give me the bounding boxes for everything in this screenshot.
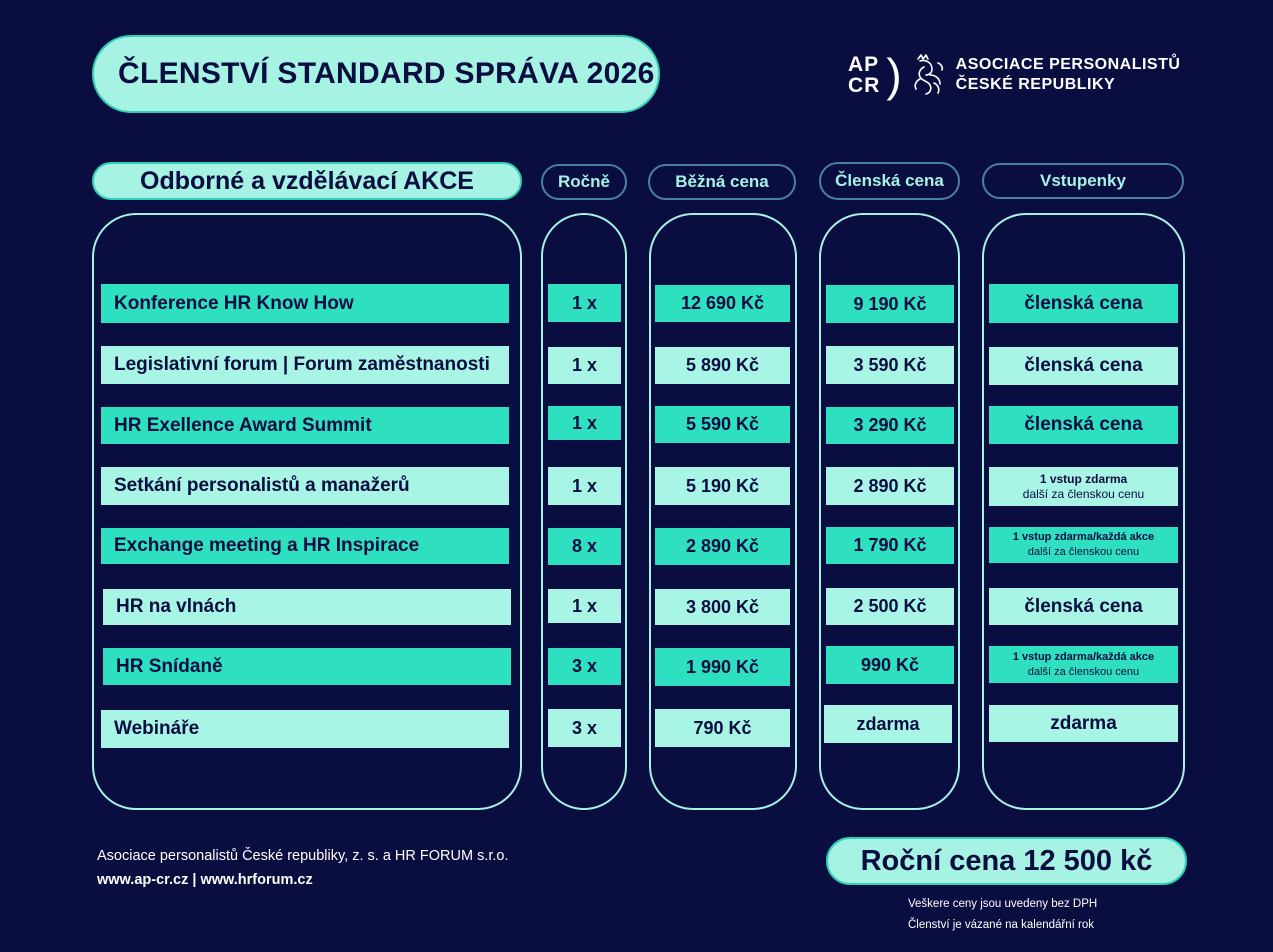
ticket-info: členská cena bbox=[989, 588, 1178, 625]
footer-organization: Asociace personalistů České republiky, z. s. a HR FORUM s.r.o. bbox=[97, 848, 509, 864]
member-price: 2 500 Kč bbox=[826, 588, 954, 625]
yearly-count: 1 x bbox=[548, 467, 621, 505]
member-price: 2 890 Kč bbox=[826, 467, 954, 505]
event-name: HR na vlnách bbox=[103, 589, 511, 625]
yearly-count: 8 x bbox=[548, 528, 621, 565]
page-title: ČLENSTVÍ STANDARD SPRÁVA 2026 bbox=[92, 35, 660, 113]
regular-price: 3 800 Kč bbox=[655, 589, 790, 625]
header-yearly: Ročně bbox=[541, 164, 627, 200]
yearly-count: 3 x bbox=[548, 709, 621, 747]
event-name: Legislativní forum | Forum zaměstnanosti bbox=[101, 346, 509, 384]
annual-price-badge: Roční cena 12 500 kč bbox=[826, 837, 1187, 885]
member-price: 3 290 Kč bbox=[826, 407, 954, 444]
header-events: Odborné a vzdělávací AKCE bbox=[92, 162, 522, 200]
member-price: 1 790 Kč bbox=[826, 527, 954, 564]
regular-price: 1 990 Kč bbox=[655, 648, 790, 686]
regular-price: 2 890 Kč bbox=[655, 528, 790, 565]
event-name: HR Snídaně bbox=[103, 648, 511, 685]
yearly-count: 1 x bbox=[548, 284, 621, 322]
event-name: HR Exellence Award Summit bbox=[101, 407, 509, 444]
event-name: Webináře bbox=[101, 710, 509, 748]
event-name: Exchange meeting a HR Inspirace bbox=[101, 528, 509, 564]
ticket-info bbox=[989, 527, 1178, 563]
event-name: Konference HR Know How bbox=[101, 284, 509, 323]
yearly-count: 1 x bbox=[548, 347, 621, 384]
member-price: zdarma bbox=[824, 705, 952, 743]
ticket-info: členská cena bbox=[989, 284, 1178, 323]
regular-price: 5 190 Kč bbox=[655, 467, 790, 505]
yearly-count: 1 x bbox=[548, 589, 621, 623]
event-name: Setkání personalistů a manažerů bbox=[101, 467, 509, 505]
ticket-info bbox=[989, 467, 1178, 506]
member-price: 990 Kč bbox=[826, 646, 954, 684]
regular-price: 5 890 Kč bbox=[655, 347, 790, 384]
ticket-sub: další za členskou cenu bbox=[1027, 546, 1140, 558]
ticket-info: zdarma bbox=[989, 705, 1178, 742]
regular-price: 12 690 Kč bbox=[655, 285, 790, 322]
member-price: 9 190 Kč bbox=[826, 285, 954, 323]
footer-websites: www.ap-cr.cz | www.hrforum.cz bbox=[97, 872, 313, 888]
regular-price: 5 590 Kč bbox=[655, 406, 790, 443]
logo-mark: AP CR bbox=[848, 53, 881, 97]
logo-bracket: ) bbox=[886, 49, 902, 101]
ticket-sub: další za členskou cenu bbox=[1027, 665, 1140, 678]
yearly-count: 3 x bbox=[548, 648, 621, 685]
logo-text: ASOCIACE PERSONALISTŮ ČESKÉ REPUBLIKY bbox=[955, 56, 1181, 93]
ticket-sub: další za členskou cenu bbox=[1022, 486, 1145, 501]
header-member-price: Členská cena bbox=[819, 162, 960, 200]
ticket-main: 1 vstup zdarma/každá akce bbox=[1012, 531, 1155, 543]
regular-price: 790 Kč bbox=[655, 709, 790, 747]
ticket-main: 1 vstup zdarma/každá akce bbox=[1012, 650, 1155, 663]
vat-note: Veškere ceny jsou uvedeny bez DPH bbox=[908, 898, 1098, 910]
apcr-logo bbox=[848, 50, 1180, 100]
ticket-main: 1 vstup zdarma bbox=[1039, 471, 1128, 486]
member-price: 3 590 Kč bbox=[826, 346, 954, 384]
ticket-info: členská cena bbox=[989, 347, 1178, 385]
header-regular-price: Běžná cena bbox=[648, 164, 796, 200]
header-tickets: Vstupenky bbox=[982, 163, 1184, 199]
lion-icon bbox=[910, 53, 946, 97]
membership-note: Členství je vázané na kalendářní rok bbox=[908, 919, 1095, 931]
yearly-count: 1 x bbox=[548, 406, 621, 440]
ticket-info bbox=[989, 646, 1178, 683]
ticket-info: členská cena bbox=[989, 406, 1178, 444]
